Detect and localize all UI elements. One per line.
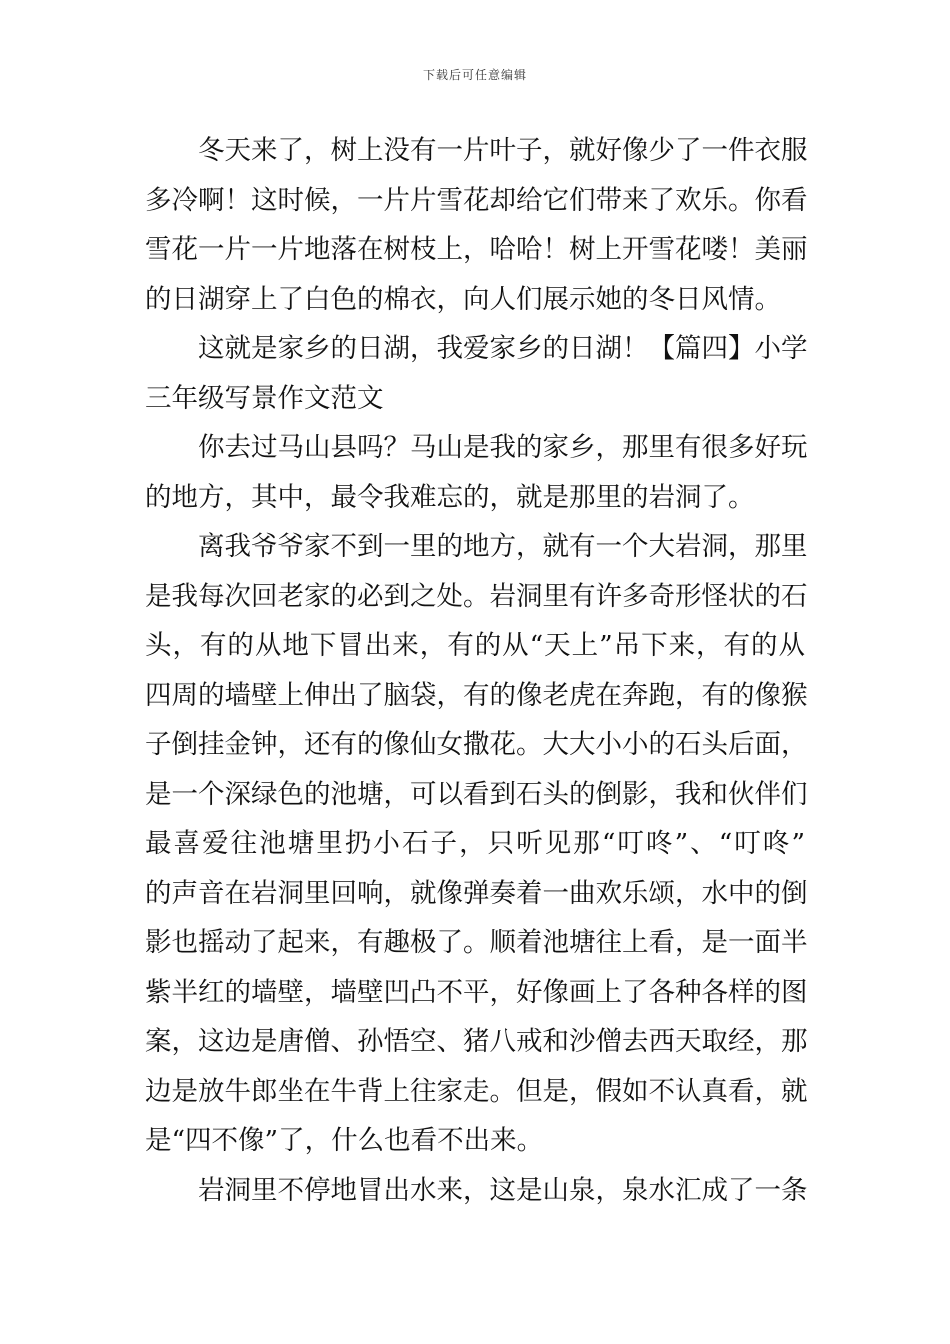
text-line: 是我每次回老家的必到之处。岩洞里有许多奇形怪状的石 (145, 580, 808, 612)
text-line: 多冷啊！这时候，一片片雪花却给它们带来了欢乐。你看 (145, 184, 808, 216)
text-line: 三年级写景作文范文 (145, 382, 384, 414)
text-line: 边是放牛郎坐在牛背上往家走。但是，假如不认真看，就 (145, 1075, 808, 1107)
paragraph-winter (145, 126, 808, 324)
text-line: 岩洞里不停地冒出水来，这是山泉，泉水汇成了一条 (198, 1174, 808, 1206)
document-body (145, 126, 808, 1215)
paragraph-section-title (145, 324, 808, 423)
text-line: 影也摇动了起来，有趣极了。顺着池塘往上看，是一面半 (145, 927, 808, 958)
text-line: 雪花一片一片地落在树枝上，哈哈！树上开雪花喽！美丽 (145, 234, 808, 265)
text-line: 是一个深绿色的池塘，可以看到石头的倒影，我和伙伴们 (145, 778, 808, 810)
paragraph-intro (145, 423, 808, 522)
text-line: 最喜爱往池塘里扔小石子，只听见那“叮咚”、“叮咚” (145, 828, 805, 859)
paragraph-cave (145, 522, 808, 1166)
paragraph-spring (145, 1166, 808, 1216)
text-line: 冬天来了，树上没有一片叶子，就好像少了一件衣服 (198, 135, 808, 166)
text-line: 头，有的从地下冒出来，有的从“天上”吊下来，有的从 (145, 630, 805, 661)
text-line: 是“四不像”了，什么也看不出来。 (145, 1125, 544, 1156)
text-line: 四周的墙壁上伸出了脑袋，有的像老虎在奔跑，有的像猴 (145, 679, 808, 711)
text-line: 这就是家乡的日湖，我爱家乡的日湖！【篇四】小学 (198, 333, 808, 364)
text-line: 的地方，其中，最令我难忘的，就是那里的岩洞了。 (145, 481, 755, 513)
text-line: 的日湖穿上了白色的棉衣，向人们展示她的冬日风情。 (145, 283, 781, 315)
text-line: 你去过马山县吗？马山是我的家乡，那里有很多好玩 (198, 432, 808, 463)
text-line: 案，这边是唐僧、孙悟空、猪八戒和沙僧去西天取经，那 (145, 1026, 808, 1057)
text-line: 的声音在岩洞里回响，就像弹奏着一曲欢乐颂，水中的倒 (145, 877, 808, 909)
text-line: 紫半红的墙壁，墙壁凹凸不平，好像画上了各种各样的图 (145, 976, 808, 1008)
page-header: 下载后可任意编辑 (422, 68, 527, 82)
text-line: 子倒挂金钟，还有的像仙女撒花。大大小小的石头后面， (145, 729, 808, 760)
text-line: 离我爷爷家不到一里的地方，就有一个大岩洞，那里 (198, 531, 808, 562)
